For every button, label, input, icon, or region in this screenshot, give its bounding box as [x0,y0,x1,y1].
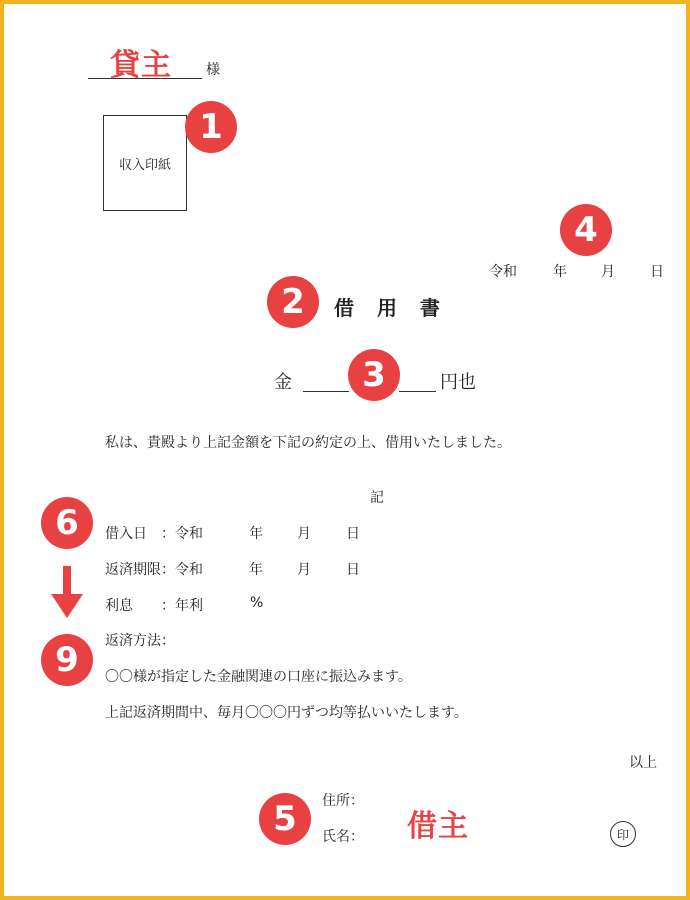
interest-label: 利息 ：年利 [105,598,203,614]
borrow-date-label: 借入日 ：令和 [105,526,203,542]
borrow-date-day: 日 [346,526,360,542]
amount-prefix: 金 [274,372,292,393]
seal-label: 印 [616,827,629,842]
borrower-address-label: 住所： [322,793,364,809]
amount-suffix: 円也 [440,372,476,393]
date-month: 月 [601,264,615,280]
repay-deadline-day: 日 [346,562,360,578]
amount-underline-right [399,391,436,392]
date-day: 日 [650,264,664,280]
badge-5: 5 [259,793,311,845]
seal-mark [610,821,636,847]
repay-deadline-label: 返済期限：令和 [105,562,203,578]
revenue-stamp-box [103,115,187,211]
down-arrow-icon [63,566,71,596]
repay-deadline-year: 年 [249,562,263,578]
date-year: 年 [553,264,567,280]
body-text: 私は、貴殿より上記金額を下記の約定の上、借用いたしました。 [105,435,511,451]
badge-3: 3 [348,349,400,401]
borrow-date-year: 年 [249,526,263,542]
document-title: 借 用 書 [334,296,448,320]
repay-method-line-1: 〇〇様が指定した金融関連の口座に振込みます。 [105,669,412,685]
borrower-name-label: 氏名： [322,829,364,845]
badge-2: 2 [267,276,319,328]
badge-4: 4 [560,204,612,256]
repay-deadline-month: 月 [297,562,311,578]
date-era: 令和 [489,264,517,280]
badge-6: 6 [41,497,93,549]
closing-text: 以上 [629,755,657,771]
down-arrow-head-icon [51,594,83,618]
revenue-stamp-label: 収入印紙 [118,157,171,173]
badge-9: 9 [41,634,93,686]
repay-method-label: 返済方法： [105,633,175,649]
interest-percent: % [250,595,264,611]
borrow-date-month: 月 [297,526,311,542]
repay-method-line-2: 上記返済期間中、毎月〇〇〇円ずつ均等払いいたします。 [105,705,468,721]
ki-heading: 記 [370,490,384,506]
amount-underline-left [303,391,349,392]
lender-name-underline [88,78,202,79]
badge-1: 1 [185,101,237,153]
lender-honorific: 様 [206,62,220,78]
lender-name: 貸主 [110,48,172,83]
borrower-name: 借主 [407,809,469,844]
